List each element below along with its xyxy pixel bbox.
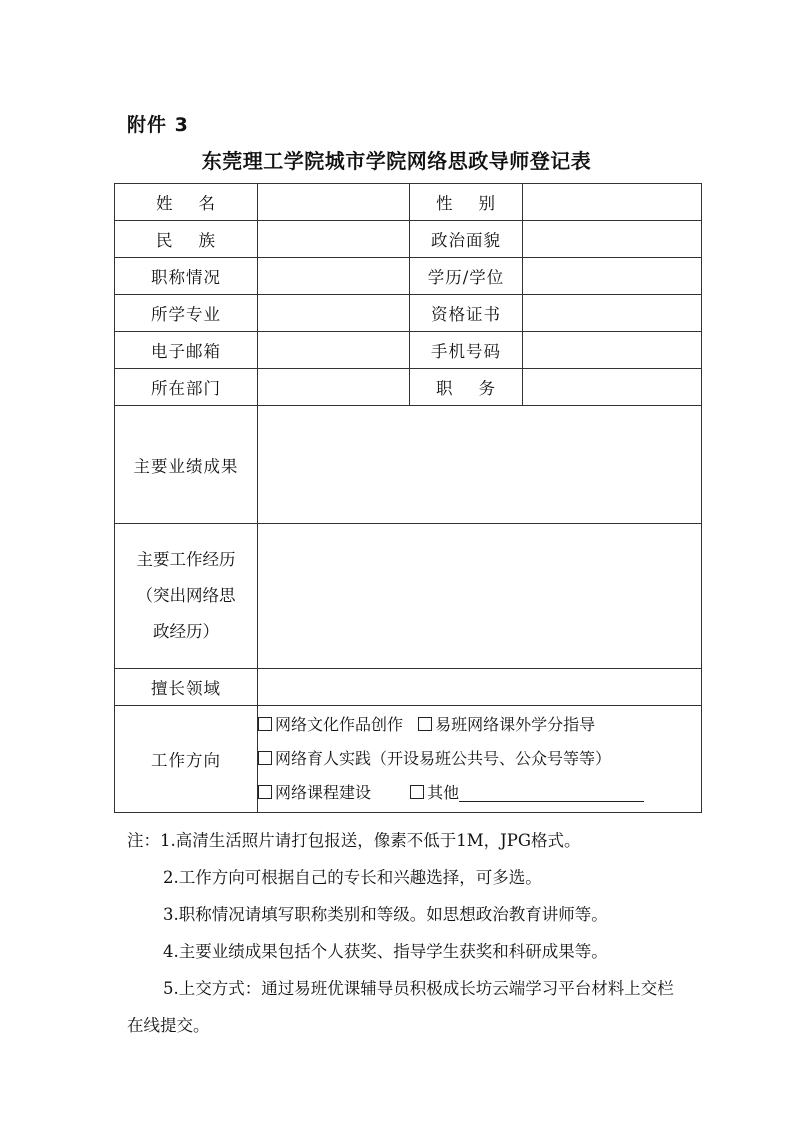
note-3: 3.职称情况请填写职称类别和等级。如思想政治教育讲师等。 <box>163 905 608 924</box>
row-name-gender <box>115 184 702 221</box>
direction-options <box>258 706 702 813</box>
note-5: 5.上交方式：通过易班优课辅导员积极成长坊云端学习平台材料上交栏在线提交。 <box>127 979 674 1035</box>
achievements-field[interactable] <box>258 406 702 524</box>
name-label: 姓 名 <box>115 184 258 221</box>
name-field[interactable] <box>258 184 410 221</box>
gender-label: 性 别 <box>410 184 523 221</box>
page-title: 东莞理工学院城市学院网络思政导师登记表 <box>201 149 592 173</box>
work-experience-label-line3: 政经历） <box>153 622 219 641</box>
direction-label: 工作方向 <box>115 706 258 813</box>
email-label: 电子邮箱 <box>115 332 258 369</box>
ethnicity-field[interactable] <box>258 221 410 258</box>
other-input-line[interactable] <box>459 783 644 802</box>
row-work-direction <box>115 706 702 813</box>
option-network-practice: 网络育人实践（开设易班公共号、公众号等等） <box>275 749 612 768</box>
checkbox-network-practice[interactable] <box>258 751 272 765</box>
direction-line-1 <box>258 708 701 742</box>
position-field[interactable] <box>523 369 702 406</box>
row-department-position <box>115 369 702 406</box>
row-major-certificate <box>115 295 702 332</box>
row-email-phone <box>115 332 702 369</box>
phone-field[interactable] <box>523 332 702 369</box>
political-status-field[interactable] <box>523 221 702 258</box>
department-field[interactable] <box>258 369 410 406</box>
checkbox-network-culture[interactable] <box>258 717 272 731</box>
certificate-label: 资格证书 <box>410 295 523 332</box>
option-other: 其他 <box>427 783 460 802</box>
direction-line-3 <box>258 776 701 810</box>
position-label: 职 务 <box>410 369 523 406</box>
professional-title-label: 职称情况 <box>115 258 258 295</box>
row-title-education <box>115 258 702 295</box>
major-field[interactable] <box>258 295 410 332</box>
registration-form <box>114 183 702 813</box>
gender-field[interactable] <box>523 184 702 221</box>
checkbox-network-course[interactable] <box>258 785 272 799</box>
option-network-course: 网络课程建设 <box>275 783 372 802</box>
notes <box>127 822 687 1044</box>
option-yiban-credit: 易班网络课外学分指导 <box>435 715 596 734</box>
education-label: 学历/学位 <box>410 258 523 295</box>
education-field[interactable] <box>523 258 702 295</box>
political-status-label: 政治面貌 <box>410 221 523 258</box>
row-work-experience <box>115 524 702 669</box>
email-field[interactable] <box>258 332 410 369</box>
checkbox-yiban-credit[interactable] <box>418 717 432 731</box>
professional-title-field[interactable] <box>258 258 410 295</box>
note-4: 4.主要业绩成果包括个人获奖、指导学生获奖和科研成果等。 <box>163 942 608 961</box>
row-ethnicity-political <box>115 221 702 258</box>
certificate-field[interactable] <box>523 295 702 332</box>
ethnicity-label: 民 族 <box>115 221 258 258</box>
row-achievements <box>115 406 702 524</box>
department-label: 所在部门 <box>115 369 258 406</box>
work-experience-label-line2: （突出网络思 <box>136 586 236 605</box>
achievements-label: 主要业绩成果 <box>115 406 258 524</box>
annex-label: 附件 3 <box>127 114 189 136</box>
work-experience-field[interactable] <box>258 524 702 669</box>
expertise-field[interactable] <box>258 669 702 706</box>
note-2: 2.工作方向可根据自己的专长和兴趣选择，可多选。 <box>163 868 542 887</box>
phone-label: 手机号码 <box>410 332 523 369</box>
note-1: 注：1.高清生活照片请打包报送，像素不低于1M，JPG格式。 <box>127 831 581 850</box>
direction-line-2 <box>258 742 701 776</box>
work-experience-label-line1: 主要工作经历 <box>136 550 236 569</box>
checkbox-other[interactable] <box>410 785 424 799</box>
major-label: 所学专业 <box>115 295 258 332</box>
row-expertise <box>115 669 702 706</box>
work-experience-label <box>115 524 258 669</box>
option-network-culture: 网络文化作品创作 <box>275 715 404 734</box>
expertise-label: 擅长领域 <box>115 669 258 706</box>
